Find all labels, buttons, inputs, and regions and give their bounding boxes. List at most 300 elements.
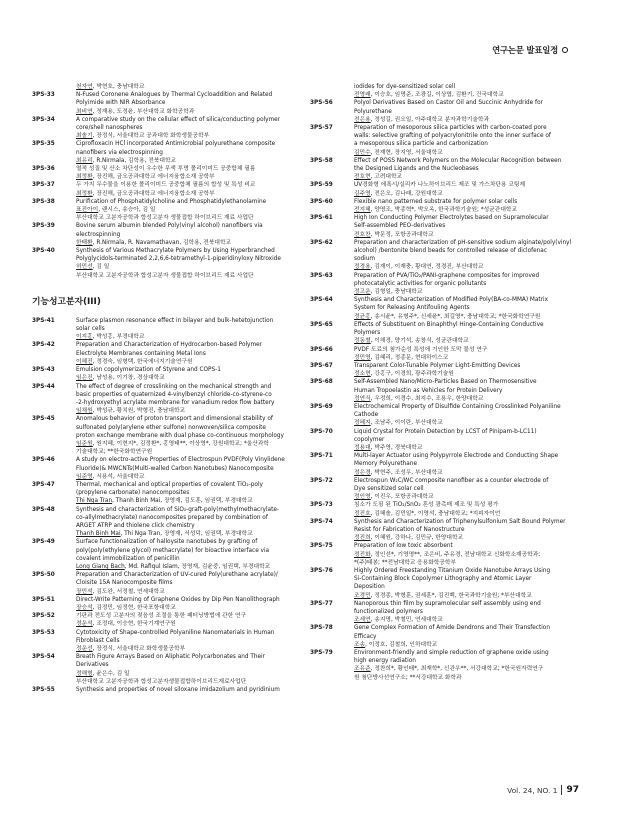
entry-list-bottom [32, 317, 302, 694]
entry-line: 전호찬, 박문정, 포항공과대학교 [354, 231, 434, 238]
entry-line: System for Releasing Antifouling Agents [354, 305, 470, 312]
entry-code: 3PS-49 [32, 539, 55, 546]
entry-line: 김민수, 전재현, 장지영, 서울대학교 [354, 149, 443, 156]
entry-text [76, 538, 302, 571]
entry-code: 3PS-68 [310, 379, 333, 386]
abstract-entry [310, 624, 580, 649]
entry-line: Emulsion copolymerization of Styrene and COPS-1 [76, 367, 221, 374]
entry-code: 3PS-58 [310, 157, 333, 164]
entry-line: UV경화형 에폭시/실리카 나노하이브리드 제조 및 가스차단용 코팅제 [354, 182, 526, 189]
entry-line: Electrospun W₂C/WC composite nanofiber as a counter electrode of [354, 477, 549, 484]
entry-line: 임준원, 원지혜, 이현지*, 김정환*, 홍영태**, 이상영*, 강원대학교; *울산과학 [76, 440, 269, 447]
entry-code: 3PS-62 [310, 239, 333, 246]
presenting-author: 정진화 [354, 551, 371, 558]
presenting-author: 정운선 [76, 646, 93, 652]
abstract-entry [310, 83, 580, 99]
entry-line: 정동철, 이해경, 양기석, 송창식, 성균관대학교 [354, 338, 469, 345]
entry-line: -2-hydroxyethyl acrylate membrane for vanadium redox flow battery [76, 399, 275, 406]
entry-code: 3PS-71 [310, 453, 333, 460]
entry-code: 3PS-79 [310, 650, 333, 657]
entry-line: Bovine serum albumin blended Poly(vinyl alcohol) nanofibers via [76, 223, 263, 230]
entry-line: electrospinning [76, 231, 121, 238]
entry-text [354, 296, 580, 321]
abstract-entry [32, 140, 302, 165]
abstract-entry [32, 181, 302, 197]
entry-line: 부산대학교 고분자공학과 합성고분자 생물접합 하이브리드 재료 사업단 [76, 215, 254, 222]
abstract-entry [32, 415, 302, 456]
entry-line: Polymers [354, 330, 381, 337]
entry-code: 3PS-42 [32, 342, 55, 349]
entry-code: 3PS-73 [310, 502, 333, 509]
entry-code: 3PS-53 [32, 629, 55, 636]
entry-line: Preparation and Characterization of UV-cured Poly(urethane acrylate)/ [76, 572, 278, 579]
abstract-entry [310, 452, 580, 477]
entry-line: Human Tropoelastin as Vehicles for Protein Delivery [354, 387, 503, 394]
entry-line: 정혜지, 조남주, 이이란, 부산대학교 [354, 420, 443, 427]
presenting-author: 조세연 [354, 617, 371, 624]
entry-code: 3PS-59 [310, 182, 333, 189]
entry-code: 3PS-40 [32, 248, 55, 255]
right-column [310, 83, 580, 682]
abstract-entry [310, 362, 580, 378]
abstract-entry [310, 214, 580, 239]
presenting-author: 조유준 [354, 666, 371, 673]
entry-line: 두 가지 무수물을 이용한 폴리이미드 공중합체 필름의 합성 및 특성 비교 [76, 182, 256, 189]
entry-line: nanofibers via electrospinning [76, 149, 163, 156]
abstract-entry [310, 477, 580, 502]
abstract-entry [310, 346, 580, 362]
entry-line: 원 첨단방사선연구소; **서강대학교 화학과 [354, 674, 462, 681]
presenting-author: 임채원 [76, 408, 93, 415]
entry-line: 정고운, 김형일, 충남대학교 [354, 289, 423, 296]
entry-line: 열적 성질 및 산소 차단성이 우수한 무색 투명 폴리이미드 공중합체 필름 [76, 166, 256, 173]
entry-line: proton exchange membrane with dual phase co-continuous morphology [76, 432, 284, 439]
page-header [492, 44, 568, 56]
entry-line: 전호현, 고려대학교 [354, 174, 403, 181]
presenting-author: 허민선 [76, 264, 93, 271]
entry-line: Fibroblast Cells [76, 637, 120, 644]
presenting-author: 정경용 [354, 264, 371, 271]
abstract-entry [310, 99, 580, 124]
entry-line: 정진화, 정인선*, 기영명**, 조은비, 주유경, 전남대학교 신화학소재공학과; [354, 551, 541, 558]
abstract-entry [32, 596, 302, 612]
entry-code: 3PS-64 [310, 297, 333, 304]
entry-line: 최비연, 정재용, 도정윤, 부산대학교 화학공학과 [76, 108, 195, 115]
entry-line: Thanh Binh Mai, Thi Nga Tran, 장영재, 서성덕, 임권택, 부경대학교 [76, 531, 253, 538]
presenting-author: 이혜진 [76, 358, 93, 365]
entry-code: 3PS-34 [32, 116, 55, 123]
entry-line: Purification of Phosphatidylcholine and Phosphatidylethanolamine [76, 198, 267, 205]
presenting-author: 임은진 [76, 375, 93, 382]
entry-line: sulfonated poly(arylene ether sulfone) nonwoven/silica composite [76, 424, 266, 431]
entry-line: Synthesis and Characterization of Modified Poly(BA-co-MMA) Matrix [354, 297, 549, 304]
entry-code: 3PS-60 [310, 198, 333, 205]
entry-text [76, 456, 302, 481]
entry-text [354, 649, 580, 682]
entry-line: 침소가 도핑 된 TiO₂/SnO₂ 혼성 광촉매 제조 및 특성 평가 [354, 502, 499, 509]
entry-line: Surface plasmon resonance effect in bilayer and bulk-hetetojunction [76, 317, 274, 324]
abstract-entry [310, 428, 580, 453]
entry-code [310, 83, 354, 99]
entry-code: 3PS-54 [32, 654, 55, 661]
entry-line: Thermal, mechanical and optical properties of covalent TiO₂-poly [76, 481, 263, 488]
entry-line: walls: selective grafting of polyacrylonitrile onto the inner surface of [354, 133, 551, 140]
entry-line: 표진아이, 랜시스, 송승아, 김 일 [76, 207, 156, 214]
entry-text [354, 321, 580, 346]
entry-line: 전은용, 정성길, 권오일, 아주대학교 분자과학기술학과 [354, 116, 490, 123]
entry-line: 최정환, 장진해, 금오공과대학교 에너지융합소재 공학부 [76, 190, 215, 197]
abstract-entry [32, 653, 302, 686]
entry-line: 부산대학교 고분자공학과 합성고분자 생물접합 하이브리드 재료 사업단 [76, 272, 254, 279]
entry-line: 정운선, 장정식, 서울대학교 화학생물공학부 [76, 646, 186, 652]
entry-text [354, 542, 580, 567]
page-footer [507, 785, 579, 795]
abstract-entry [32, 629, 302, 654]
entry-text [354, 428, 580, 453]
entry-code: 3PS-56 [310, 100, 333, 107]
presenting-author: 최정환 [76, 174, 93, 181]
presenting-author: 표진아이 [76, 207, 99, 214]
entry-code: 3PS-63 [310, 272, 333, 279]
abstract-entry [32, 571, 302, 596]
abstract-entry [310, 567, 580, 600]
entry-line: covalent immobilization of penicillin [76, 555, 180, 562]
entry-line: 최솔기, 장정식, 서울대학교 공과대학 화학생물공학부 [76, 133, 210, 140]
entry-text [76, 686, 302, 694]
entry-text [76, 181, 302, 197]
entry-line: 최유리, R.Nirmala, 김학용, 전북대학교 [76, 157, 177, 164]
entry-line: Nanoporous thin film by supramolecular self assembly using end [354, 600, 541, 607]
entry-code: 3PS-46 [32, 457, 55, 464]
entry-line: Multi-layer Actuator using Polypyrrole Electrode and Conducting Shape [354, 453, 559, 460]
abstract-entry [310, 518, 580, 543]
entry-code: 3PS-50 [32, 572, 55, 579]
entry-line: 정소현, 강홍구, 이경희, 광주과학기술원 [354, 371, 454, 378]
entry-text [354, 83, 580, 99]
entry-line: Preparation of PVA/TiO₂/PANI-graphene composites for improved [354, 272, 540, 279]
entry-code: 3PS-47 [32, 481, 55, 488]
entry-text [354, 403, 580, 428]
abstract-entry [310, 181, 580, 197]
entry-code: 3PS-74 [310, 518, 333, 525]
entry-line: Polyurethane [354, 108, 392, 115]
entry-code: 3PS-35 [32, 141, 55, 148]
entry-line: Effect of POSS Network Polymers on the Molecular Recognition between [354, 157, 562, 164]
abstract-entry [310, 198, 580, 214]
abstract-entry [310, 542, 580, 567]
presenting-author: 정동철 [354, 338, 371, 345]
entry-code: 3PS-41 [32, 317, 55, 324]
entry-line: Electrolyte Membranes containing Metal Ions [76, 350, 206, 357]
entry-line: 조송, 이정호, 김철희, 인하대학교 [354, 641, 438, 648]
presenting-author: 정해형 [76, 670, 93, 677]
presenting-author: 장승석 [76, 604, 93, 611]
entry-code: 3PS-52 [32, 613, 55, 620]
entry-line: high energy radiation [354, 658, 416, 665]
presenting-author: 정용대 [354, 444, 371, 451]
entry-line: 정경용, 김재이, 이재충, 황대연, 정경진, 부산대학교 [354, 264, 484, 271]
entry-code: 3PS-45 [32, 416, 55, 423]
entry-text [354, 272, 580, 297]
entry-line: Polyimide with NIR Absorbance [76, 100, 166, 107]
entry-text [76, 506, 302, 539]
entry-line: 정은경, 박현주, 조성우, 부산대학교 [354, 469, 443, 476]
entry-line: Effects of Substituent on Binaphthyl Hinge-Containing Conductive [354, 321, 544, 328]
entry-text [354, 181, 580, 197]
entry-code: 3PS-75 [310, 543, 333, 550]
entry-line: solar cells [76, 326, 105, 333]
entry-line: 임은진, 남성용, 이기창, 경상대학교 [76, 375, 165, 382]
entry-line: 조유준, 정찬희*, 황인태*, 최재학*, 신관우**, 서강대학교; *한국원자력연구 [354, 666, 544, 673]
entry-text [76, 198, 302, 223]
presenting-author: Long Giang Bach [76, 563, 125, 570]
entry-line: 임준영, 서용석, 서울대학교 [76, 473, 145, 480]
presenting-author: 조경민 [354, 592, 371, 599]
entry-line: 정해형, 윤은수, 김 일 [76, 670, 130, 677]
presenting-author: 전영래 [354, 92, 371, 99]
entry-line: 정용대, 박주영, 경북대학교 [354, 444, 423, 451]
entry-line: 김주영, 전은오, 김나래, 강원대학교 [354, 190, 443, 197]
presenting-author: 정균홍 [354, 313, 371, 320]
entry-line: photocatalytic activities for organic pollutants [354, 280, 487, 287]
entry-line: Synthesis and Characterization of Triphenylsulfonium Salt Bound Polymer [354, 518, 566, 525]
presenting-author: 임준원 [76, 440, 93, 447]
entry-line: 전지혜, 양명조, 박종혁*, 박오옥, 한국과학기술원; *성균관대학교 [354, 207, 518, 214]
entry-line: Preparation and Characterization of Hydrocarbon-based Polymer [76, 342, 262, 349]
entry-line: Synthesis and characterization of SiO₂-graft-poly(methylmethacrylate- [76, 506, 279, 513]
entry-line: A study on electro-active Properties of Electrospun PVDF(Poly Vinylidene [76, 457, 285, 464]
abstract-entry [32, 222, 302, 247]
entry-line: Liquid Crystal for Protein Detection by LCST of Pinipam-b-LC11) [354, 428, 537, 435]
presenting-author: 최유리 [76, 157, 93, 164]
entry-text [76, 247, 302, 280]
entry-code: 3PS-66 [310, 346, 333, 353]
entry-text [76, 596, 302, 612]
presenting-author: 김민수 [354, 149, 371, 156]
presenting-author: 최정환 [76, 190, 93, 197]
abstract-entry [32, 198, 302, 223]
entry-line: Fluoride)& MWCNTs(Multi-walled Carbon Nanotubes) Nanocomposite [76, 465, 274, 472]
presenting-author: 천자연 [76, 84, 93, 90]
presenting-author: Thi Nga Tran [76, 498, 113, 505]
presenting-author: 정은경 [354, 469, 371, 476]
entry-text [354, 198, 580, 214]
entry-text [76, 83, 302, 91]
entry-text [354, 362, 580, 378]
entry-text [354, 567, 580, 600]
entry-code: 3PS-55 [32, 687, 55, 694]
entry-line: Si-Containing Block Copolymer Lithography and Atomic Layer [354, 576, 532, 583]
entry-line: Efficacy [354, 633, 377, 640]
abstract-entry [310, 157, 580, 182]
entry-line: 장승석, 김정민, 임정현, 한국포항대학교 [76, 604, 176, 611]
entry-line: High Ion Conducting Polymer Electrolytes based on Supramolecular [354, 215, 549, 222]
entry-code: 3PS-48 [32, 506, 55, 513]
entry-line: Self-Assembled Nano/Micro-Particles Based on Thermosensitive [354, 379, 537, 386]
entry-line: ARGET ATRP and thiolene click chemistry [76, 522, 195, 529]
entry-line: Highly Ordered Freestanding Titanium Oxide Nanotube Arrays Using [354, 567, 551, 574]
entry-line: 이혜진, 정경숙, 임형택, 한국에너지기술연구원 [76, 358, 193, 365]
entry-text [354, 124, 580, 157]
entry-text [76, 481, 302, 506]
abstract-entry [32, 481, 302, 506]
entry-code: 3PS-37 [32, 182, 55, 189]
entry-line: Deposition [354, 584, 385, 591]
entry-text [354, 452, 580, 477]
entry-line: poly(poly(ethylene glycol) methacrylate) for bioactive interface via [76, 547, 270, 554]
entry-line: 정민영, 김혜리, 정종문, 현대하이스코 [354, 354, 449, 361]
entry-line: Derivatives [76, 662, 109, 669]
entry-list-top [32, 83, 302, 280]
entry-line: 한태환, R.Nirmala, R. Navamathavan, 김학용, 전북대학교 [76, 239, 232, 246]
abstract-entry [310, 378, 580, 403]
entry-line: Flexible nano patterned substrate for polymer solar cells [354, 198, 518, 205]
abstract-entry [32, 366, 302, 382]
abstract-entry [32, 317, 302, 342]
entry-line: 정연식, 우정희, 이경수, 최지수, 조용우, 한양대학교 [354, 395, 484, 402]
entry-line: Polyglycidols-terminated 2,2,6,6-tetramethyl-1-piperidinyloxy Nitroxide [76, 256, 281, 263]
entry-line: Cytotoxicity of Shape-controlled Polyaniline Nanomaterials in Human [76, 629, 275, 636]
entry-text [76, 91, 302, 116]
entry-code: 3PS-43 [32, 367, 55, 374]
abstract-entry [32, 686, 302, 694]
header-title: 연구논문 발표일정 [492, 45, 558, 55]
entry-line: 정균홍, 송시윤*, 유형주*, 신세윤*, 최길영*, 충남대학교; *한국화학연구원 [354, 313, 541, 320]
entry-text [76, 140, 302, 165]
entry-line: Preparation of mesoporous silica particles with carbon-coated pore [354, 125, 547, 132]
entry-line: 장민석, 김도완, 서정철, 연세대학교 [76, 588, 165, 595]
entry-line: Direct-Write Patterning of Graphene Oxides by Dip Pen Nanolithograph [76, 596, 280, 603]
entry-line: Preparation of low toxic absorbent [354, 543, 453, 550]
entry-line: basic properties of quaternized 4-vinylbenzyl chloride-co-styrene-co [76, 391, 272, 398]
entry-line: Dye sensitized solar cell [354, 485, 424, 492]
entry-line: 조경민, 정경종, 박형훈, 권세훈*, 김진백, 한국과학기술원; *부산대학교 [354, 592, 532, 599]
entry-line: Ciprofloxacin HCl incorporated Antimicrobial polyurethane composite [76, 141, 276, 148]
entry-code: 3PS-38 [32, 198, 55, 205]
entry-line: 전영래, 이승호, 임명준, 조광길, 이상엽, 김환기, 건국대학교 [354, 92, 504, 99]
abstract-entry [310, 321, 580, 346]
entry-code: 3PS-70 [310, 428, 333, 435]
entry-line: 기술대학교; **한국화학연구원 [76, 449, 153, 456]
entry-line: Electrochemical Property of Disulfide Containing Crosslinked Polyaniline [354, 403, 561, 410]
entry-line: Anomalous behavior of proton transport and dimensional stability of [76, 416, 273, 423]
entry-line: 부산대학교 고분자공학과 합성고분자생물접합하이브리드재료사업단 [76, 678, 247, 685]
entry-text [76, 366, 302, 382]
entry-line: *(주)태봉; **전남대학교 응용화학공학부 [354, 559, 457, 566]
entry-line: functionalized polymers [354, 609, 423, 615]
presenting-author: 정소현 [354, 371, 371, 378]
entry-text [76, 383, 302, 416]
left-column [32, 83, 302, 694]
entry-text [354, 600, 580, 625]
entry-line: 정진호, 김혜솔, 김민일*, 이영석, 충남대학교; *지피자이언 [354, 510, 501, 517]
volume-label: Vol. 24, NO. 1 [507, 785, 558, 795]
entry-line: Gene Complex Formation of Amide Dendrons and Their Transfection [354, 625, 550, 632]
footer-divider [561, 785, 562, 795]
entry-code: 3PS-36 [32, 166, 55, 173]
entry-line: copolymer [354, 436, 385, 443]
abstract-entry [32, 506, 302, 539]
entry-line: Environment-friendly and simple reduction of graphene oxide using [354, 650, 549, 657]
abstract-entry [310, 649, 580, 682]
entry-line: 천자연, 박현호, 충남대학교 [76, 84, 145, 90]
presenting-author: Thanh Binh Mai [76, 531, 121, 538]
abstract-entry [32, 538, 302, 571]
presenting-author: 최솔기 [76, 133, 93, 140]
abstract-entry [32, 456, 302, 481]
entry-code: 3PS-77 [310, 600, 333, 607]
abstract-entry [32, 91, 302, 116]
section-title: 기능성고분자(III) [32, 296, 101, 307]
entry-text [76, 165, 302, 181]
entry-line: core/shell nanospheres [76, 125, 143, 132]
presenting-author: 김주영 [354, 190, 371, 197]
entry-text [76, 571, 302, 596]
entry-line: Surface functionalization of halloysite nanotubes by grafting of [76, 539, 258, 546]
entry-code: 3PS-65 [310, 321, 333, 328]
entry-line: alcohol) /bentonite blend beads for controlled release of diclofenac [354, 248, 547, 255]
entry-text [76, 653, 302, 686]
entry-line: Thi Nga Tran, Thanh Binh Mai, 장영재, 김도훈, 임권택, 부경대학교 [76, 498, 253, 505]
entry-list-right [310, 83, 580, 682]
entry-line: Preparation and characterization of pH-sensitive sodium alginate/poly(vinyl [354, 239, 572, 246]
entry-text [354, 624, 580, 649]
page-number: 97 [566, 785, 579, 795]
entry-text [354, 239, 580, 272]
entry-line: 이지홍, 박성홍, 부경대학교 [76, 334, 145, 341]
abstract-entry [32, 247, 302, 280]
entry-code: 3PS-39 [32, 223, 55, 230]
entry-code: 3PS-44 [32, 383, 55, 390]
entry-line: Breath Figure Arrays Based on Aliphatic Polycarbonates and Their [76, 654, 266, 661]
entry-line: 허민선, 김 일 [76, 264, 110, 271]
abstract-entry [32, 116, 302, 141]
entry-line: co-allylmethacrylate) nanocomposites prepared by combination of [76, 514, 268, 521]
abstract-entry [32, 83, 302, 91]
entry-text [354, 501, 580, 517]
entry-line: Transparent Color-Tunable Polymer Light-Emitting Devices [354, 362, 521, 369]
entry-text [354, 214, 580, 239]
presenting-author: 정연식 [354, 395, 371, 402]
presenting-author: 전호찬 [354, 231, 371, 238]
entry-line: Synthesis and properties of novel siloxane imidazolium and pyridinium [76, 687, 280, 694]
entry-line: 최정환, 장진해, 금오공과대학교 에너지융합소재 공학부 [76, 174, 215, 181]
entry-code: 3PS-76 [310, 567, 333, 574]
entry-line: 정운석, 조정대, 이승현, 한국기계연구원 [76, 621, 176, 628]
presenting-author: 정인영 [354, 494, 371, 501]
entry-code: 3PS-67 [310, 362, 333, 369]
presenting-author: 정운석 [76, 621, 93, 628]
entry-line: 정진희, 이혜원, 강하나, 김민규, 한양대학교 [354, 535, 464, 542]
entry-code: 3PS-78 [310, 625, 333, 632]
entry-line: 기판과 전도성 고분자의 젖음성 조절을 통한 패터닝방법에 관한 연구 [76, 613, 247, 620]
entry-code: 3PS-33 [32, 92, 55, 99]
entry-text [354, 477, 580, 502]
presenting-author: 정민영 [354, 354, 371, 361]
entry-line: N-Fused Coronene Analogues by Thermal Cycloaddition and Related [76, 92, 273, 99]
presenting-author: 전은용 [354, 116, 371, 123]
abstract-entry [32, 165, 302, 181]
abstract-entry [310, 403, 580, 428]
abstract-entry [32, 612, 302, 628]
entry-line: A comparative study on the cellular effect of silica/conducting polymer [76, 116, 281, 123]
presenting-author: 정혜지 [354, 420, 371, 427]
entry-line: Self-assembled PEO-derivatives [354, 223, 446, 230]
entry-text [354, 378, 580, 403]
entry-text [76, 222, 302, 247]
entry-text [76, 415, 302, 456]
entry-text [354, 346, 580, 362]
